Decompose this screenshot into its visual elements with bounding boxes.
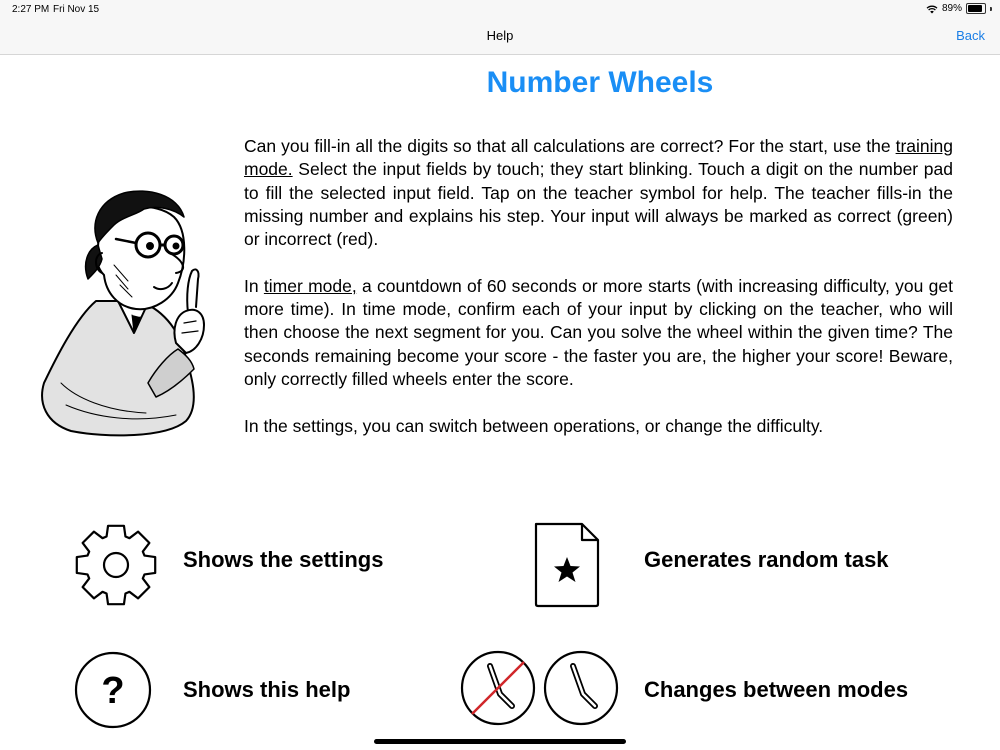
gear-icon bbox=[74, 523, 158, 607]
clock-off-icon bbox=[460, 650, 536, 726]
training-mode-link: training mode. bbox=[244, 136, 953, 180]
random-task-label: Generates random task bbox=[644, 547, 889, 572]
question-icon bbox=[74, 651, 152, 729]
help-paragraph-timer bbox=[244, 275, 953, 391]
back-button[interactable]: Back bbox=[956, 28, 985, 43]
document-star-icon bbox=[532, 522, 602, 608]
help-paragraph-training bbox=[244, 135, 953, 251]
status-time: 2:27 PM bbox=[12, 4, 50, 15]
help-text-segment: Can you fill-in all the digits so that all calculations are correct? For the start, use the bbox=[244, 136, 896, 156]
settings-label: Shows the settings bbox=[183, 547, 384, 572]
nav-title: Help bbox=[486, 28, 514, 43]
help-text bbox=[244, 135, 953, 438]
wifi-icon bbox=[926, 4, 938, 14]
help-text-segment: Select the input fields by touch; they start blinking. Touch a digit on the number pad to fill the selected input field. Tap on the teacher symbol for help. The teacher fills-in the missing number and explains his step. Your input will always be marked as correct (green) or incorrect (red). bbox=[244, 159, 953, 250]
help-text-segment: In bbox=[244, 275, 264, 296]
battery-level bbox=[968, 5, 982, 12]
status-bar bbox=[0, 0, 1000, 20]
status-indicators bbox=[926, 3, 992, 14]
help-paragraph-settings: In the settings, you can switch between operations, or change the difficulty. bbox=[244, 415, 824, 436]
teacher-illustration bbox=[36, 183, 226, 438]
clock-icon bbox=[543, 650, 619, 726]
home-indicator[interactable] bbox=[374, 739, 626, 744]
page-title: Number Wheels bbox=[486, 66, 714, 99]
timer-mode-link: timer mode, bbox=[263, 275, 357, 296]
battery-tip bbox=[990, 7, 992, 11]
help-text-segment: a countdown of 60 seconds or more starts (with increasing difficulty, you get more time). In time mode, confirm each of your input by clicking on the teacher, who will then choose the next segment for you. Can you solve the wheel within the given time? The seconds remaining become your score - the faster you are, the higher your score! Beware, only correctly filled wheels enter the score. bbox=[244, 275, 954, 389]
battery-percent: 89% bbox=[941, 3, 962, 14]
status-date: Fri Nov 15 bbox=[53, 4, 100, 15]
modes-label: Changes between modes bbox=[644, 677, 909, 702]
battery-icon bbox=[966, 3, 986, 14]
svg-text:?: ? bbox=[101, 670, 125, 712]
navigation-bar bbox=[0, 20, 1000, 55]
help-label: Shows this help bbox=[183, 677, 351, 702]
